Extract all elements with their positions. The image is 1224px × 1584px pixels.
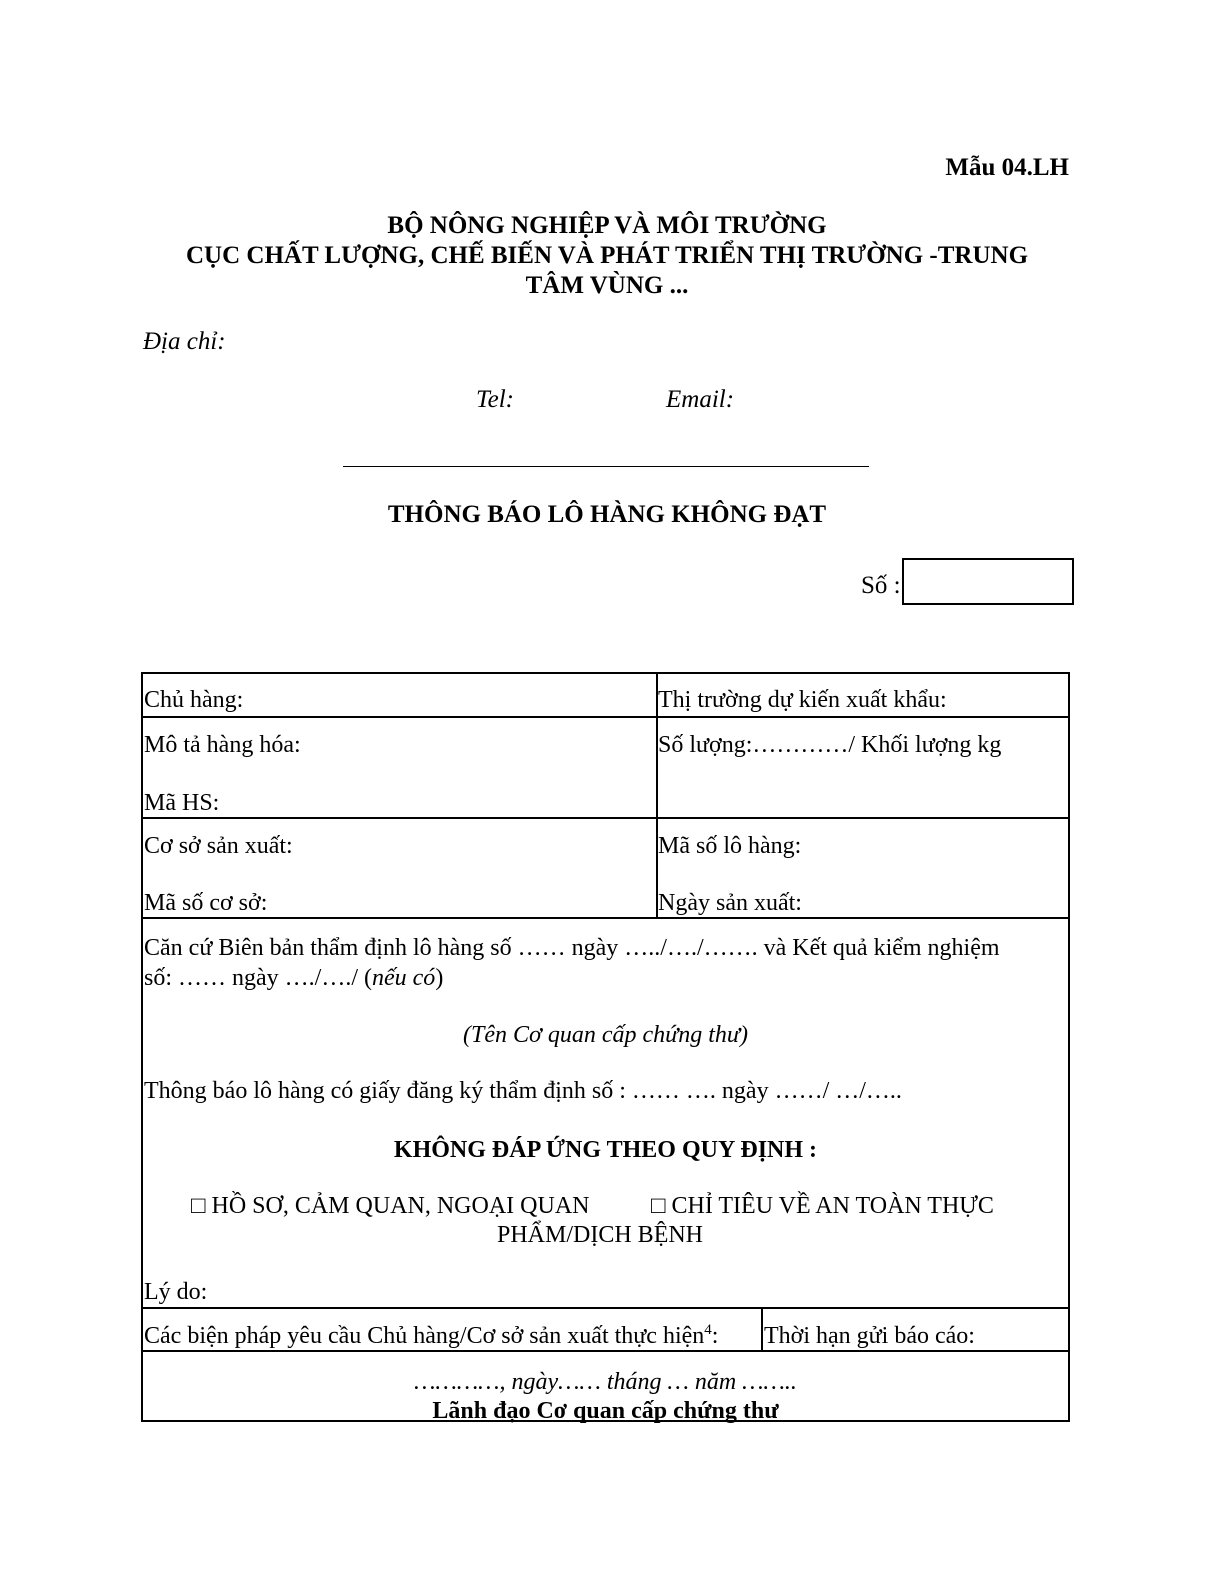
department-name-line2: TÂM VÙNG ...: [525, 272, 689, 299]
form-code: Mẫu 04.LH: [945, 154, 1069, 181]
email-label: Email:: [666, 386, 735, 413]
issuing-agency-name: (Tên Cơ quan cấp chứng thư): [463, 1022, 748, 1048]
facility-code-label: Mã số cơ sở:: [144, 890, 268, 916]
row-divider: [143, 817, 1068, 819]
deadline-label: Thời hạn gửi báo cáo:: [764, 1323, 975, 1349]
checkbox-icon[interactable]: □: [191, 1193, 206, 1219]
option-food-safety-label-line1: CHỈ TIÊU VỀ AN TOÀN THỰC: [671, 1193, 994, 1219]
option-documents[interactable]: [191, 1193, 590, 1220]
basis-line2: [144, 963, 1068, 993]
header-separator: [343, 466, 869, 467]
quantity-label: Số lượng:…………/ Khối lượng kg: [658, 732, 1002, 758]
signing-date-line: …………, ngày…… tháng … năm ……..: [414, 1369, 797, 1395]
footnote-marker: 4: [704, 1322, 712, 1338]
notice-line: Thông báo lô hàng có giấy đăng ký thẩm định số : …… …. ngày ……/ …/…..: [144, 1078, 902, 1104]
column-divider: [761, 1307, 763, 1350]
row-divider: [143, 1307, 1068, 1309]
department-name-line1: CỤC CHẤT LƯỢNG, CHẾ BIẾN VÀ PHÁT TRIỂN THỊ TRƯỜNG -TRUNG: [185, 242, 1029, 269]
basis-paragraph: [144, 933, 1068, 993]
export-market-label: Thị trường dự kiến xuất khẩu:: [658, 687, 947, 713]
notice-table: [141, 672, 1070, 1422]
basis-line2-optional: nếu có: [372, 965, 436, 991]
option-documents-label: HỒ SƠ, CẢM QUAN, NGOẠI QUAN: [211, 1193, 590, 1219]
measures-label-colon: :: [711, 1323, 719, 1349]
document-number-label: Số :: [861, 572, 901, 599]
production-date-label: Ngày sản xuất:: [658, 890, 802, 916]
not-meet-heading: KHÔNG ĐÁP ỨNG THEO QUY ĐỊNH :: [393, 1137, 818, 1163]
tel-label: Tel:: [476, 386, 514, 413]
owner-label: Chủ hàng:: [144, 687, 244, 713]
document-number-box[interactable]: [902, 558, 1074, 605]
option-food-safety-label-line2: PHẨM/DỊCH BỆNH: [497, 1222, 704, 1248]
option-food-safety[interactable]: [651, 1193, 994, 1220]
basis-line2-prefix: số: …… ngày …./…./ (: [144, 965, 372, 991]
document-title: THÔNG BÁO LÔ HÀNG KHÔNG ĐẠT: [387, 501, 827, 528]
basis-line2-suffix: ): [435, 965, 444, 991]
agency-header: [140, 211, 1074, 301]
signer-title: Lãnh đạo Cơ quan cấp chứng thư: [432, 1398, 779, 1424]
address-label: Địa chỉ:: [143, 328, 226, 355]
hs-code-label: Mã HS:: [144, 790, 220, 816]
row-divider: [143, 1350, 1068, 1352]
row-divider: [143, 917, 1068, 919]
goods-description-label: Mô tả hàng hóa:: [144, 732, 301, 758]
measures-label: [144, 1323, 718, 1350]
reason-label: Lý do:: [144, 1279, 208, 1305]
row-divider: [143, 716, 1068, 718]
lot-code-label: Mã số lô hàng:: [658, 833, 802, 859]
checkbox-icon[interactable]: □: [651, 1193, 666, 1219]
basis-line1: Căn cứ Biên bản thẩm định lô hàng số …… ngày …../…./……. và Kết quả kiểm nghiệm: [144, 935, 1000, 961]
facility-label: Cơ sở sản xuất:: [144, 833, 293, 859]
ministry-name: BỘ NÔNG NGHIỆP VÀ MÔI TRƯỜNG: [387, 212, 827, 239]
measures-label-text: Các biện pháp yêu cầu Chủ hàng/Cơ sở sản xuất thực hiện: [144, 1323, 705, 1349]
